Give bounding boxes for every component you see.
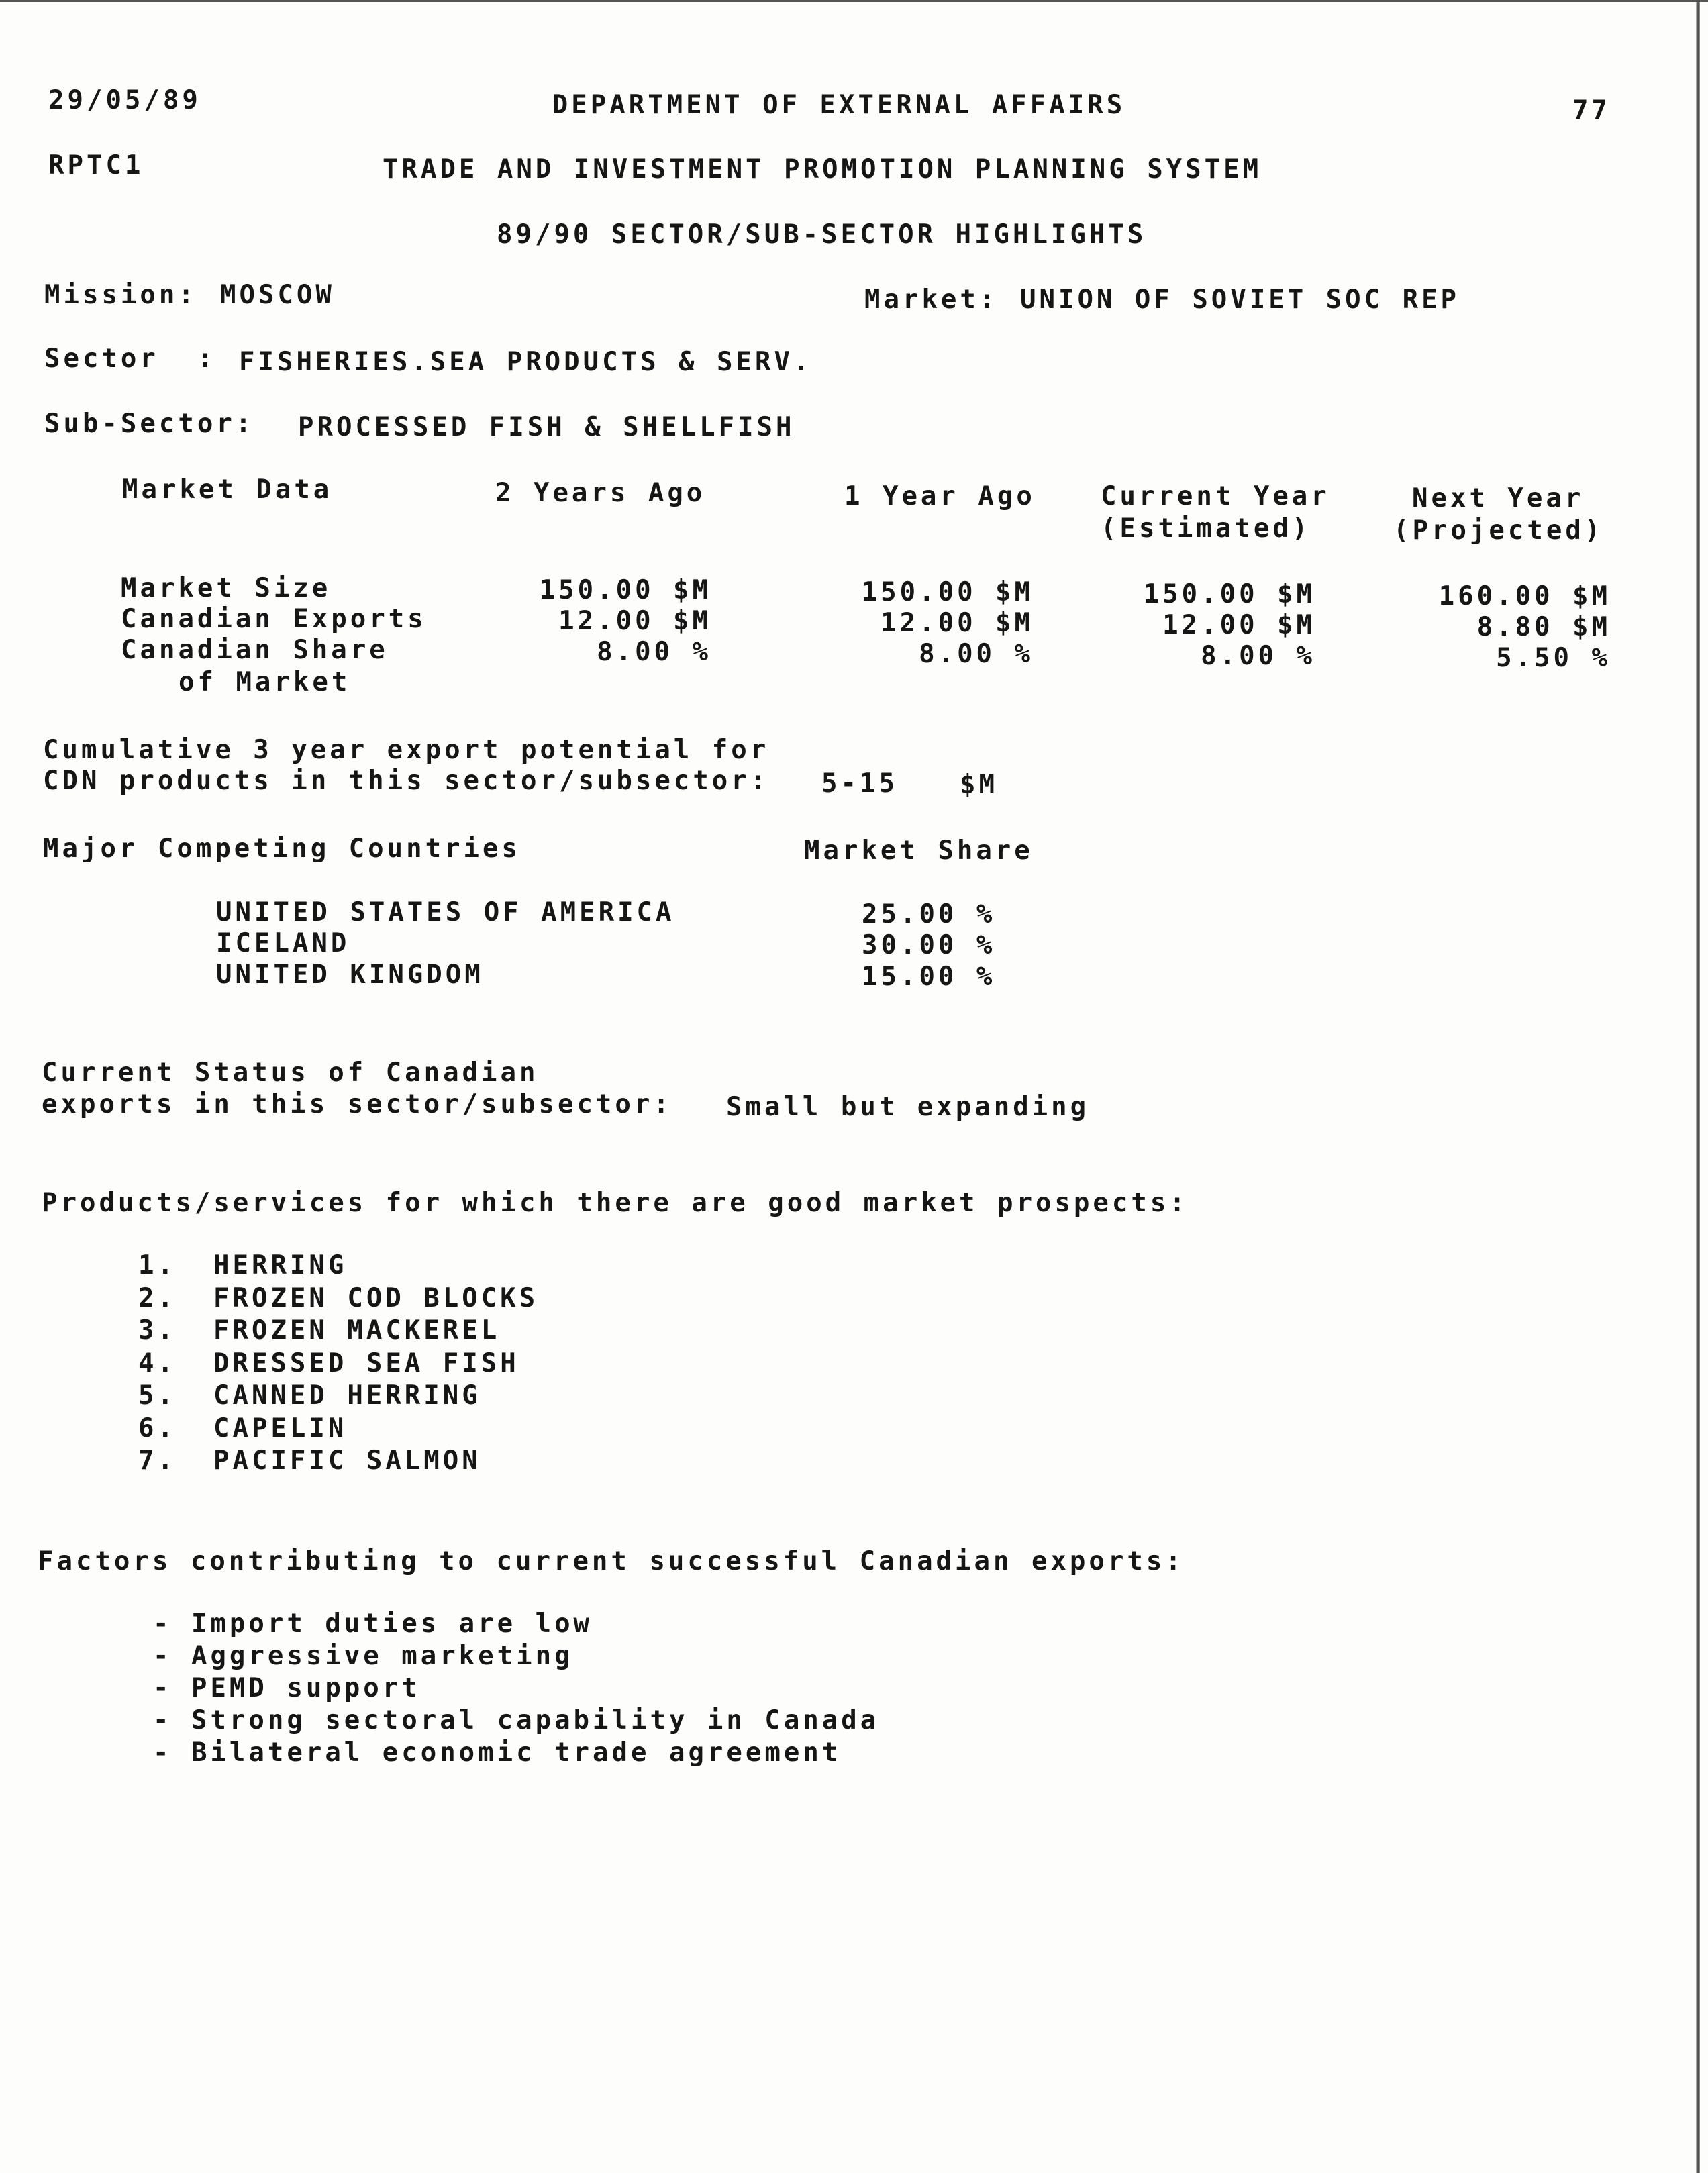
subsector-label: Sub-Sector:: [44, 409, 255, 439]
col-2-years-ago: 2 Years Ago: [495, 478, 706, 508]
col-next-year: Next Year: [1412, 483, 1585, 513]
potential-line-1: Cumulative 3 year export potential for: [43, 735, 770, 765]
list-item: - Bilateral economic trade agreement: [153, 1737, 842, 1768]
competitor-share: 15.00 %: [862, 962, 996, 992]
table-cell: 160.00 $M: [1438, 581, 1611, 611]
table-cell: 150.00 $M: [539, 575, 711, 605]
list-item-number: 5.: [138, 1380, 177, 1411]
mission-label: Mission:: [44, 280, 197, 310]
table-cell: 8.00 %: [919, 639, 1034, 669]
system-name: TRADE AND INVESTMENT PROMOTION PLANNING SYSTEM: [383, 154, 1262, 185]
sector-label: Sector :: [44, 344, 217, 374]
list-item: - Import duties are low: [153, 1609, 593, 1639]
competitors-share-header: Market Share: [804, 836, 1034, 866]
table-cell: 12.00 $M: [881, 608, 1034, 638]
table-row-label: Canadian Share: [121, 635, 389, 665]
report-title: 89/90 SECTOR/SUB-SECTOR HIGHLIGHTS: [497, 219, 1147, 250]
competitor-share: 25.00 %: [862, 899, 996, 929]
factors-header: Factors contributing to current successful Canadian exports:: [38, 1546, 1185, 1576]
list-item: - PEMD support: [153, 1673, 421, 1703]
market-value: UNION OF SOVIET SOC REP: [1020, 285, 1460, 315]
table-row-label-continued: of Market: [179, 667, 351, 697]
report-code: RPTC1: [48, 150, 144, 181]
list-item-number: 1.: [138, 1250, 177, 1280]
table-cell: 12.00 $M: [558, 606, 711, 636]
table-row-label: Market Size: [121, 573, 332, 603]
col-next-year-sub: (Projected): [1393, 515, 1604, 546]
table-row-label: Canadian Exports: [121, 604, 427, 634]
list-item: PACIFIC SALMON: [213, 1446, 481, 1476]
status-value: Small but expanding: [726, 1092, 1090, 1122]
list-item: CAPELIN: [213, 1413, 348, 1444]
list-item-number: 4.: [138, 1348, 177, 1378]
list-item: - Aggressive marketing: [153, 1641, 574, 1671]
status-line-2: exports in this sector/subsector:: [42, 1089, 672, 1119]
competitor-share: 30.00 %: [862, 930, 996, 960]
report-date: 29/05/89: [48, 85, 201, 115]
list-item-number: 2.: [138, 1283, 177, 1313]
subsector-value: PROCESSED FISH & SHELLFISH: [298, 412, 795, 442]
list-item: CANNED HERRING: [213, 1380, 481, 1411]
col-market-data: Market Data: [122, 474, 333, 505]
col-current-year-sub: (Estimated): [1101, 513, 1311, 544]
page-number: 77: [1572, 95, 1611, 125]
table-cell: 8.00 %: [597, 637, 711, 667]
market-label: Market:: [864, 285, 999, 315]
department-name: DEPARTMENT OF EXTERNAL AFFAIRS: [552, 90, 1126, 120]
col-current-year: Current Year: [1101, 481, 1330, 511]
page-edge: [1696, 2, 1700, 2173]
potential-range: 5-15: [821, 768, 898, 799]
col-1-year-ago: 1 Year Ago: [844, 481, 1036, 511]
potential-unit: $M: [960, 770, 998, 800]
table-cell: 8.00 %: [1201, 641, 1315, 671]
list-item-number: 3.: [138, 1315, 177, 1346]
list-item: HERRING: [213, 1250, 348, 1280]
competitor-country: ICELAND: [216, 928, 350, 958]
potential-line-2: CDN products in this sector/subsector:: [43, 766, 770, 796]
list-item: FROZEN COD BLOCKS: [213, 1283, 539, 1313]
table-cell: 8.80 $M: [1476, 612, 1611, 642]
list-item: DRESSED SEA FISH: [213, 1348, 519, 1378]
competitor-country: UNITED STATES OF AMERICA: [216, 897, 675, 927]
table-cell: 5.50 %: [1496, 643, 1611, 673]
table-cell: 150.00 $M: [861, 577, 1034, 607]
table-cell: 12.00 $M: [1162, 610, 1315, 640]
mission-value: MOSCOW: [220, 280, 335, 310]
competitors-header: Major Competing Countries: [43, 833, 521, 864]
list-item-number: 7.: [138, 1446, 177, 1476]
list-item-number: 6.: [138, 1413, 177, 1444]
sector-value: FISHERIES.SEA PRODUCTS & SERV.: [239, 347, 813, 377]
table-cell: 150.00 $M: [1143, 579, 1315, 609]
list-item: FROZEN MACKEREL: [213, 1315, 501, 1346]
status-line-1: Current Status of Canadian: [42, 1058, 539, 1088]
competitor-country: UNITED KINGDOM: [216, 960, 484, 990]
list-item: - Strong sectoral capability in Canada: [153, 1705, 880, 1735]
prospects-header: Products/services for which there are good market prospects:: [42, 1188, 1189, 1218]
